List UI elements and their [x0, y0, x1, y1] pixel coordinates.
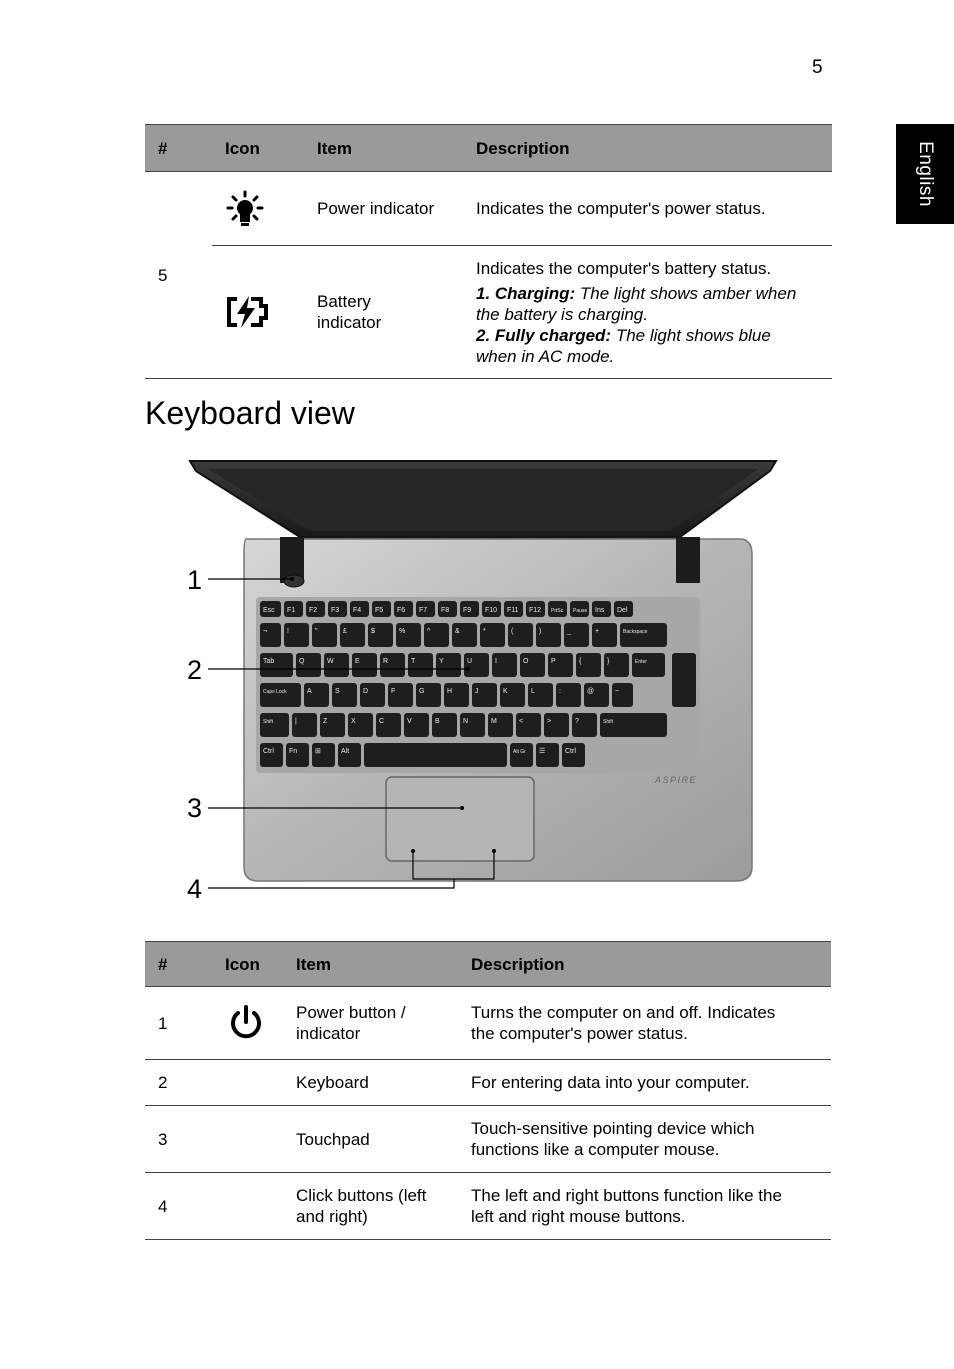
key-cap: [564, 623, 589, 647]
keyboard-key: [562, 743, 585, 767]
key-label: ☰: [539, 748, 546, 755]
key-label: U: [467, 658, 473, 665]
icon-cell: [212, 1060, 283, 1106]
keyboard-key: [544, 713, 569, 737]
key-cap: [620, 623, 667, 647]
key-label: %: [399, 628, 406, 635]
icon-cell: [212, 1106, 283, 1173]
header-description: Description: [463, 125, 832, 172]
header-item: Item: [283, 942, 458, 987]
table-row: [145, 987, 831, 1060]
keyboard-key: [438, 601, 457, 617]
item-line: indicator: [296, 1024, 361, 1043]
charging-text: The light shows amber when the battery is charging.: [476, 283, 797, 324]
key-label: D: [363, 688, 369, 695]
key-cap: [592, 623, 617, 647]
key-label: :: [559, 688, 561, 695]
charging-note: [476, 283, 806, 325]
header-icon: Icon: [212, 942, 283, 987]
key-cap: [424, 623, 449, 647]
keyboard-key: [432, 713, 457, 737]
key-label: G: [419, 688, 425, 695]
key-cap: [260, 743, 283, 767]
keyboard-key: [292, 713, 317, 737]
keyboard-key: [320, 713, 345, 737]
key-label: Q: [299, 658, 305, 665]
keyboard-key: [368, 623, 393, 647]
keyboard-key: [338, 743, 361, 767]
key-cap: [416, 683, 441, 707]
key-label: M: [491, 718, 497, 725]
item-cell: Touchpad: [283, 1106, 458, 1173]
power-button: [284, 575, 304, 587]
keyboard-key: [564, 623, 589, 647]
row-number: 5: [145, 172, 212, 379]
keyboard-key: [312, 743, 335, 767]
keyboard-key: [260, 623, 281, 647]
key-cap: [510, 743, 533, 767]
keyboard-key: [620, 623, 667, 647]
power-light-icon: [225, 189, 265, 229]
key-label: <: [519, 718, 524, 725]
key-cap: [464, 653, 489, 677]
keyboard-key: [612, 683, 633, 707]
item-cell: [283, 1173, 458, 1240]
key-cap: [376, 713, 401, 737]
keyboard-key: [526, 601, 545, 617]
keyboard-key: [592, 601, 611, 617]
key-label: F3: [331, 607, 340, 614]
keyboard-key: [520, 653, 545, 677]
keyboard-key: [376, 713, 401, 737]
keyboard-key: [332, 683, 357, 707]
key-cap: [572, 713, 597, 737]
table-row: [145, 172, 832, 246]
full-text: The light shows blue when in AC mode.: [476, 325, 771, 366]
keyboard-key: [472, 683, 497, 707]
keyboard-key: [500, 683, 525, 707]
key-label: W: [327, 658, 334, 665]
key-cap: [600, 713, 667, 737]
keyboard-key: [482, 601, 501, 617]
key-cap: [444, 683, 469, 707]
key-cap: [436, 653, 461, 677]
table-header-row: [145, 942, 831, 987]
keyboard-key: [492, 653, 517, 677]
keyboard-key: [408, 653, 433, 677]
key-cap: [284, 623, 309, 647]
description-line: Touch-sensitive pointing device which: [471, 1119, 755, 1138]
keyboard-key: [260, 743, 283, 767]
key-label: Del: [617, 607, 628, 614]
header-description: Description: [458, 942, 831, 987]
keyboard-key: [416, 601, 435, 617]
indicator-table: [145, 124, 832, 379]
keyboard-key: [328, 601, 347, 617]
key-cap: [332, 683, 357, 707]
keyboard-key: [306, 601, 325, 617]
key-cap: [432, 713, 457, 737]
key-label: Alt Gr: [513, 749, 526, 755]
description-line: left and right mouse buttons.: [471, 1207, 686, 1226]
key-cap: [544, 713, 569, 737]
key-label: Ctrl: [263, 748, 274, 755]
key-cap: [492, 653, 517, 677]
key-cap: [556, 683, 581, 707]
keyboard-key: [614, 601, 633, 617]
key-label: *: [483, 628, 486, 635]
keyboard-key: [584, 683, 609, 707]
language-tab-label: English: [915, 141, 936, 207]
key-cap: [460, 713, 485, 737]
keyboard-key: [576, 653, 601, 677]
battery-status-intro: Indicates the computer's battery status.: [476, 258, 772, 278]
keyboard-key: [504, 601, 523, 617]
key-label: (: [511, 628, 514, 635]
keyboard-key: [404, 713, 429, 737]
key-label: F2: [309, 607, 318, 614]
key-label: }: [607, 658, 610, 665]
key-label: ?: [575, 718, 579, 725]
key-label: X: [351, 718, 356, 725]
key-cap: [408, 653, 433, 677]
keyboard-key: [600, 713, 667, 737]
key-label: L: [531, 688, 535, 695]
key-cap: [480, 623, 505, 647]
row-number: 3: [145, 1106, 212, 1173]
page-number: 5: [812, 57, 823, 78]
key-label: !: [287, 628, 289, 635]
key-label: I: [495, 658, 497, 665]
key-cap: [404, 713, 429, 737]
description-line: The left and right buttons function like the: [471, 1186, 782, 1205]
table-row: [145, 246, 832, 379]
keyboard-key: [312, 623, 337, 647]
keyboard-key: [536, 623, 561, 647]
key-cap: [388, 683, 413, 707]
keyboard-key: [364, 743, 507, 767]
key-cap: [260, 713, 289, 737]
icon-cell: [212, 1173, 283, 1240]
key-cap: [348, 713, 373, 737]
key-label: P: [551, 658, 556, 665]
key-label: >: [547, 718, 552, 725]
key-cap: [612, 683, 633, 707]
key-label: $: [371, 628, 375, 635]
keyboard-key: [508, 623, 533, 647]
header-item: Item: [304, 125, 463, 172]
key-cap: [286, 743, 309, 767]
keyboard-key: [340, 623, 365, 647]
key-cap: [548, 653, 573, 677]
keyboard-key: [394, 601, 413, 617]
keyboard-key: [460, 713, 485, 737]
row-number: 2: [145, 1060, 212, 1106]
keyboard-key: [572, 713, 597, 737]
item-line: and right): [296, 1207, 368, 1226]
item-line: Power button /: [296, 1003, 406, 1022]
keyboard-key: [510, 743, 533, 767]
key-label: Z: [323, 718, 328, 725]
key-label: Ins: [595, 607, 605, 614]
keyboard-key: [570, 601, 589, 617]
key-label: ^: [427, 628, 431, 635]
brand-logo: ASPIRE: [655, 775, 698, 785]
key-label: F6: [397, 607, 406, 614]
keyboard-key: [556, 683, 581, 707]
key-cap: [368, 623, 393, 647]
key-cap: [292, 713, 317, 737]
key-label: ): [539, 628, 542, 635]
key-cap: [488, 713, 513, 737]
keyboard-key: [436, 653, 461, 677]
key-label: ¬: [263, 628, 268, 635]
full-note: [476, 325, 806, 367]
key-cap: [632, 653, 665, 677]
row-number: 1: [145, 987, 212, 1060]
item-line: indicator: [317, 313, 382, 332]
key-cap: [360, 683, 385, 707]
key-label: H: [447, 688, 453, 695]
charging-label: 1. Charging:: [476, 283, 576, 303]
key-cap: [338, 743, 361, 767]
keyboard-key: [324, 653, 349, 677]
keyboard-key: [260, 601, 281, 617]
icon-cell: [212, 246, 304, 379]
key-cap: [380, 653, 405, 677]
keyboard-key: [444, 683, 469, 707]
keyboard-key: [284, 601, 303, 617]
key-cap: [340, 623, 365, 647]
key-cap: [260, 683, 301, 707]
key-cap: [452, 623, 477, 647]
table-row: [145, 1060, 831, 1106]
key-label: F9: [463, 607, 472, 614]
key-label: ": [315, 628, 318, 635]
keyboard-key: [260, 713, 289, 737]
description-cell: [458, 987, 831, 1060]
keyboard-view-illustration: [180, 455, 800, 915]
section-title: Keyboard view: [145, 395, 355, 431]
keyboard-key: [260, 653, 293, 677]
key-cap: [520, 653, 545, 677]
key-label: Alt: [341, 748, 350, 755]
keyboard-key: [380, 653, 405, 677]
language-tab: [896, 124, 954, 224]
key-label: _: [567, 628, 571, 635]
key-label: F11: [507, 607, 519, 614]
description-cell: For entering data into your computer.: [458, 1060, 831, 1106]
description-cell: Indicates the computer's power status.: [463, 172, 832, 246]
key-label: Shift: [263, 719, 274, 725]
table-header-row: [145, 125, 832, 172]
battery-charging-icon: [225, 295, 269, 329]
keyboard-key: [296, 653, 321, 677]
keyboard-key: [360, 683, 385, 707]
key-cap: [500, 683, 525, 707]
key-label: E: [355, 658, 360, 665]
callout-3: 3: [187, 793, 203, 823]
keyboard-key: [352, 653, 377, 677]
key-label: F4: [353, 607, 362, 614]
key-label: Esc: [263, 607, 275, 614]
key-cap: [364, 743, 507, 767]
key-label: Ctrl: [565, 748, 576, 755]
key-cap: [528, 683, 553, 707]
key-label: ~: [615, 688, 620, 695]
key-label: V: [407, 718, 412, 725]
header-num: #: [145, 125, 212, 172]
key-cap: [536, 743, 559, 767]
keyboard-key: [488, 713, 513, 737]
icon-cell: [212, 987, 283, 1060]
touchpad: [386, 777, 534, 861]
key-label: F12: [529, 607, 542, 614]
keyboard-key: [372, 601, 391, 617]
keyboard-key: [548, 601, 567, 617]
icon-cell: [212, 172, 304, 246]
description-cell: [458, 1106, 831, 1173]
key-label: |: [295, 718, 297, 725]
key-label: R: [383, 658, 389, 665]
key-cap: [536, 623, 561, 647]
key-label: A: [307, 688, 312, 695]
callout-2: 2: [187, 655, 203, 685]
keyboard-components-table: [145, 941, 831, 1240]
key-label: F10: [485, 607, 498, 614]
key-label: Y: [439, 658, 444, 665]
callout-1: 1: [187, 565, 203, 595]
key-label: F7: [419, 607, 428, 614]
key-label: B: [435, 718, 440, 725]
keyboard-key: [260, 683, 301, 707]
keyboard-key: [464, 653, 489, 677]
header-num: #: [145, 942, 212, 987]
key-cap: [260, 623, 281, 647]
key-label: F5: [375, 607, 384, 614]
key-label: F1: [287, 607, 296, 614]
header-icon: Icon: [212, 125, 304, 172]
item-line: Battery: [317, 292, 371, 311]
description-line: the computer's power status.: [471, 1024, 688, 1043]
item-cell: [283, 987, 458, 1060]
key-cap: [396, 623, 421, 647]
key-label: Fn: [289, 748, 298, 755]
keyboard-key: [528, 683, 553, 707]
key-label: Tab: [263, 658, 275, 665]
item-cell: Power indicator: [304, 172, 463, 246]
keyboard-key: [304, 683, 329, 707]
keyboard-key: [350, 601, 369, 617]
key-cap: [260, 653, 293, 677]
key-label: @: [587, 688, 595, 695]
keyboard-key: [460, 601, 479, 617]
keyboard-key: [592, 623, 617, 647]
key-cap: [516, 713, 541, 737]
key-label: F: [391, 688, 396, 695]
key-label: Pause: [573, 608, 588, 614]
key-cap: [352, 653, 377, 677]
key-label: F8: [441, 607, 450, 614]
key-cap: [296, 653, 321, 677]
key-label: {: [579, 658, 582, 665]
keyboard-key: [516, 713, 541, 737]
power-button-icon: [227, 1004, 265, 1042]
key-cap: [304, 683, 329, 707]
key-cap: [312, 623, 337, 647]
key-cap: [604, 653, 629, 677]
description-line: functions like a computer mouse.: [471, 1140, 720, 1159]
keyboard-key: [396, 623, 421, 647]
key-label: +: [595, 628, 600, 635]
keyboard-key: [452, 623, 477, 647]
item-cell: Keyboard: [283, 1060, 458, 1106]
key-cap: [472, 683, 497, 707]
enter-key: [672, 653, 696, 707]
keyboard-key: [286, 743, 309, 767]
table-row: [145, 1106, 831, 1173]
table-row: [145, 1173, 831, 1240]
keyboard-key: [388, 683, 413, 707]
key-label: O: [523, 658, 529, 665]
description-line: Turns the computer on and off. Indicates: [471, 1003, 776, 1022]
key-label: Shift: [603, 719, 614, 725]
keyboard-key: [632, 653, 665, 677]
key-label: K: [503, 688, 508, 695]
key-label: T: [411, 658, 416, 665]
key-label: N: [463, 718, 469, 725]
row-number: 4: [145, 1173, 212, 1240]
key-label: PrtSc: [551, 608, 564, 614]
key-cap: [508, 623, 533, 647]
key-cap: [584, 683, 609, 707]
key-cap: [576, 653, 601, 677]
key-label: Enter: [635, 659, 647, 665]
keyboard-key: [480, 623, 505, 647]
keyboard-key: [536, 743, 559, 767]
full-label: 2. Fully charged:: [476, 325, 612, 345]
key-label: Caps Lock: [263, 689, 287, 695]
key-cap: [562, 743, 585, 767]
key-label: C: [379, 718, 385, 725]
keyboard-key: [416, 683, 441, 707]
callout-4: 4: [187, 874, 203, 904]
description-cell: [463, 246, 832, 379]
item-line: Click buttons (left: [296, 1186, 427, 1205]
item-cell: [304, 246, 463, 379]
keyboard-key: [348, 713, 373, 737]
keyboard-key: [284, 623, 309, 647]
keyboard-key: [604, 653, 629, 677]
key-cap: [312, 743, 335, 767]
key-label: £: [343, 628, 347, 635]
description-cell: [458, 1173, 831, 1240]
key-cap: [320, 713, 345, 737]
key-label: J: [475, 688, 479, 695]
key-cap: [324, 653, 349, 677]
key-label: Backspace: [623, 629, 648, 635]
key-label: ⊞: [315, 748, 321, 755]
keyboard-key: [548, 653, 573, 677]
keyboard-key: [424, 623, 449, 647]
key-label: &: [455, 628, 460, 635]
key-label: S: [335, 688, 340, 695]
